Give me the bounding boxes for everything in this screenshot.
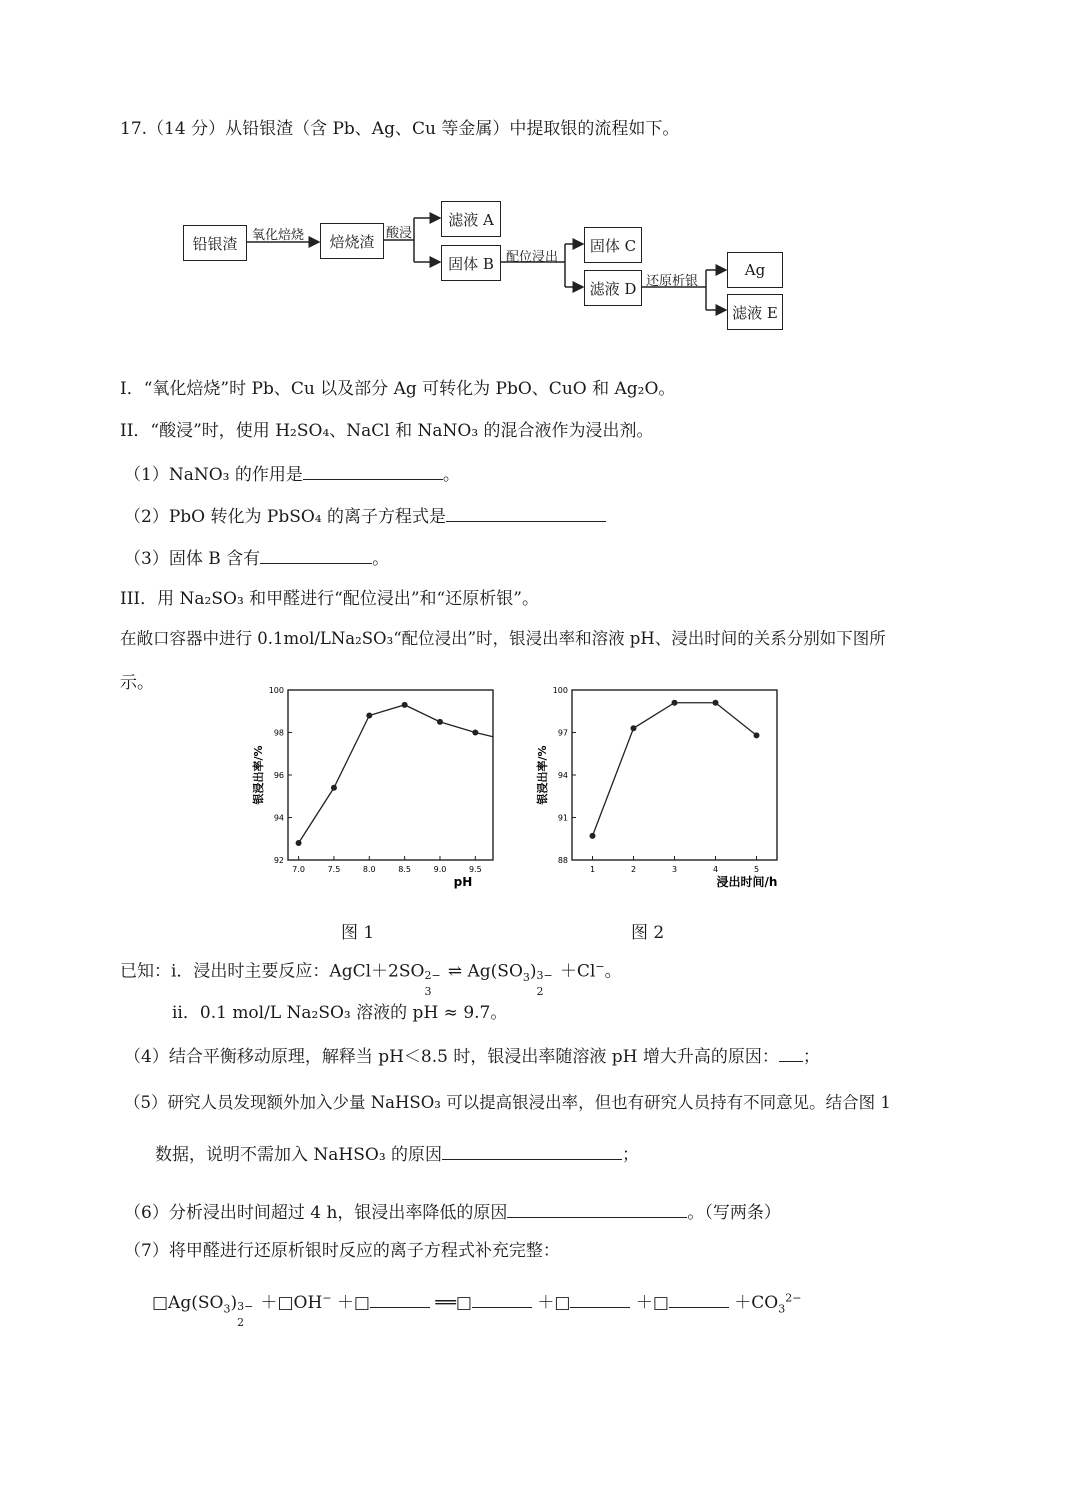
y-axis-label: 银浸出率/% [536, 745, 549, 805]
eq-blank-2[interactable] [472, 1290, 532, 1308]
eq-blank-3[interactable] [570, 1290, 630, 1308]
x-tick-label: 1 [589, 865, 596, 874]
question-4 [124, 1044, 820, 1068]
question-5b-text: 数据，说明不需加入 NaHSO₃ 的原因 [155, 1145, 443, 1165]
eq-ag-term: □Ag(SO [152, 1293, 224, 1313]
eq-oh-term: ＋□OH [260, 1293, 323, 1313]
y-tick-label: 88 [557, 856, 568, 865]
data-point [754, 732, 760, 738]
question-4-text: （4）结合平衡移动原理，解释当 pH＜8.5 时，银浸出率随溶液 pH 增大升高的原因： [124, 1047, 779, 1067]
data-point [366, 713, 372, 719]
chart-figure-1 [248, 680, 508, 900]
statement-4b: 示。 [120, 673, 154, 693]
x-tick-label: 8.0 [362, 865, 376, 874]
flow-step-coord-leach: 配位浸出 [506, 250, 559, 265]
data-point [296, 840, 302, 846]
y-tick-label: 92 [273, 856, 284, 865]
flow-node-start: 铅银渣 [183, 225, 247, 261]
flow-node-filtrate-e: 滤液 E [727, 294, 783, 330]
question-7: （7）将甲醛进行还原析银时反应的离子方程式补充完整： [124, 1241, 560, 1261]
data-point [402, 702, 408, 708]
question-1 [124, 462, 460, 486]
x-tick-label: 8.5 [398, 865, 412, 874]
question-5-end: ； [622, 1145, 640, 1165]
data-point [672, 700, 678, 706]
known-reaction-part1: 已知：i．浸出时主要反应：AgCl＋2SO [120, 961, 425, 982]
flow-node-ag: Ag [727, 252, 783, 288]
statement-2: II．“酸浸”时，使用 H₂SO₄、NaCl 和 NaNO₃ 的混合液作为浸出剂。 [120, 421, 654, 441]
answer-blank-5[interactable] [442, 1142, 622, 1160]
equation-line: $□Ag(SO_3)$ 3− 2 ＋□OH− ＋□ ══□ ＋□ ＋□ $+CO_3^{2-}$ [152, 1291, 802, 1329]
answer-blank-3[interactable] [260, 546, 372, 564]
x-tick-label: 2 [630, 865, 637, 874]
question-1-text: （1）NaNO₃ 的作用是 [124, 465, 303, 485]
eq-co3-term: ＋CO [734, 1293, 779, 1313]
eq-equal: ══□ [435, 1293, 472, 1313]
data-point [590, 833, 596, 839]
statement-4a: 在敞口容器中进行 0.1mol/LNa₂SO₃“配位浸出”时，银浸出率和溶液 pH、浸出时间的关系分别如下图所 [120, 629, 886, 648]
flow-step-roast: 氧化焙烧 [252, 228, 305, 243]
eq-blank-1[interactable] [370, 1290, 430, 1308]
y-tick-label: 97 [557, 728, 568, 738]
data-point [713, 700, 719, 706]
flow-node-solid-c: 固体 C [584, 227, 642, 263]
y-tick-label: 94 [273, 813, 284, 823]
flow-node-filtrate-a: 滤液 A [441, 201, 501, 237]
x-tick-label: 9.5 [468, 865, 482, 874]
y-tick-label: 94 [557, 771, 568, 780]
question-3-text: （3）固体 B 含有 [124, 549, 261, 569]
y-axis-label: 银浸出率/% [252, 745, 265, 805]
y-tick-label: 91 [557, 813, 568, 823]
flow-step-reduce: 还原析银 [646, 274, 699, 289]
flow-node-filtrate-d: 滤液 D [584, 270, 642, 306]
question-6-end: 。（写两条） [687, 1203, 781, 1223]
x-axis-label: pH [453, 875, 473, 889]
question-4-end: ； [802, 1047, 820, 1067]
data-point [331, 785, 337, 791]
answer-blank-1[interactable] [303, 462, 443, 480]
question-2 [124, 504, 606, 528]
y-tick-label: 100 [552, 686, 568, 695]
question-2-text: （2）PbO 转化为 PbSO₄ 的离子方程式是 [124, 507, 447, 527]
flow-step-acid-leach: 酸浸 [386, 226, 413, 241]
known-reaction: 已知：i．浸出时主要反应：AgCl＋2SO 2− 3 ⇌ $Ag(SO_3)$ 3− 2 ＋Cl−。 [120, 960, 622, 998]
question-6 [124, 1200, 781, 1224]
question-5a: （5）研究人员发现额外加入少量 NaHSO₃ 可以提高银浸出率，但也有研究人员持有不同意见。结合图 1 [124, 1093, 891, 1112]
figure-1-caption: 图 1 [341, 923, 375, 943]
eq-plus-box-1: ＋□ [336, 1293, 370, 1313]
question-5b [155, 1142, 639, 1166]
x-tick-label: 9.0 [433, 865, 447, 874]
data-point [631, 725, 637, 731]
y-tick-label: 98 [273, 728, 284, 738]
x-tick-label: 3 [671, 865, 678, 874]
eq-plus-box-3: ＋□ [635, 1293, 669, 1313]
plot-frame [572, 690, 777, 860]
flow-node-roast-residue: 焙烧渣 [320, 223, 384, 259]
question-3-end: 。 [372, 549, 390, 569]
known-reaction-part2: ⇌ Ag(SO [447, 961, 523, 982]
data-point [437, 719, 443, 725]
series-line [299, 705, 493, 843]
question-1-end: 。 [442, 465, 460, 485]
x-axis-label: 浸出时间/h [716, 875, 778, 889]
y-tick-label: 100 [268, 686, 284, 695]
y-tick-label: 96 [273, 771, 284, 780]
chart-figure-2 [532, 680, 792, 900]
statement-1: I．“氧化焙烧”时 Pb、Cu 以及部分 Ag 可转化为 PbO、CuO 和 Ag₂O。 [120, 379, 676, 399]
figure-2-caption: 图 2 [631, 923, 665, 943]
known-reaction-part3: ＋Cl [559, 961, 596, 982]
x-tick-label: 7.0 [292, 865, 305, 874]
eq-blank-4[interactable] [669, 1290, 729, 1308]
x-tick-label: 4 [712, 865, 719, 874]
question-header: 17.（14 分）从铅银渣（含 Pb、Ag、Cu 等金属）中提取银的流程如下。 [120, 119, 680, 139]
flow-node-solid-b: 固体 B [441, 245, 501, 281]
answer-blank-2[interactable] [446, 504, 606, 522]
x-tick-label: 5 [753, 865, 760, 874]
eq-plus-box-2: ＋□ [537, 1293, 571, 1313]
known-ii: ii．0.1 mol/L Na₂SO₃ 溶液的 pH ≈ 9.7。 [172, 1003, 508, 1023]
answer-blank-4[interactable] [779, 1044, 803, 1062]
data-point [472, 730, 478, 736]
answer-blank-6[interactable] [507, 1200, 687, 1218]
question-3 [124, 546, 389, 570]
x-tick-label: 7.5 [327, 865, 341, 874]
statement-3: III．用 Na₂SO₃ 和甲醛进行“配位浸出”和“还原析银”。 [120, 589, 539, 609]
question-6-text: （6）分析浸出时间超过 4 h，银浸出率降低的原因 [124, 1203, 508, 1223]
series-line [593, 703, 757, 836]
plot-frame [288, 690, 493, 860]
